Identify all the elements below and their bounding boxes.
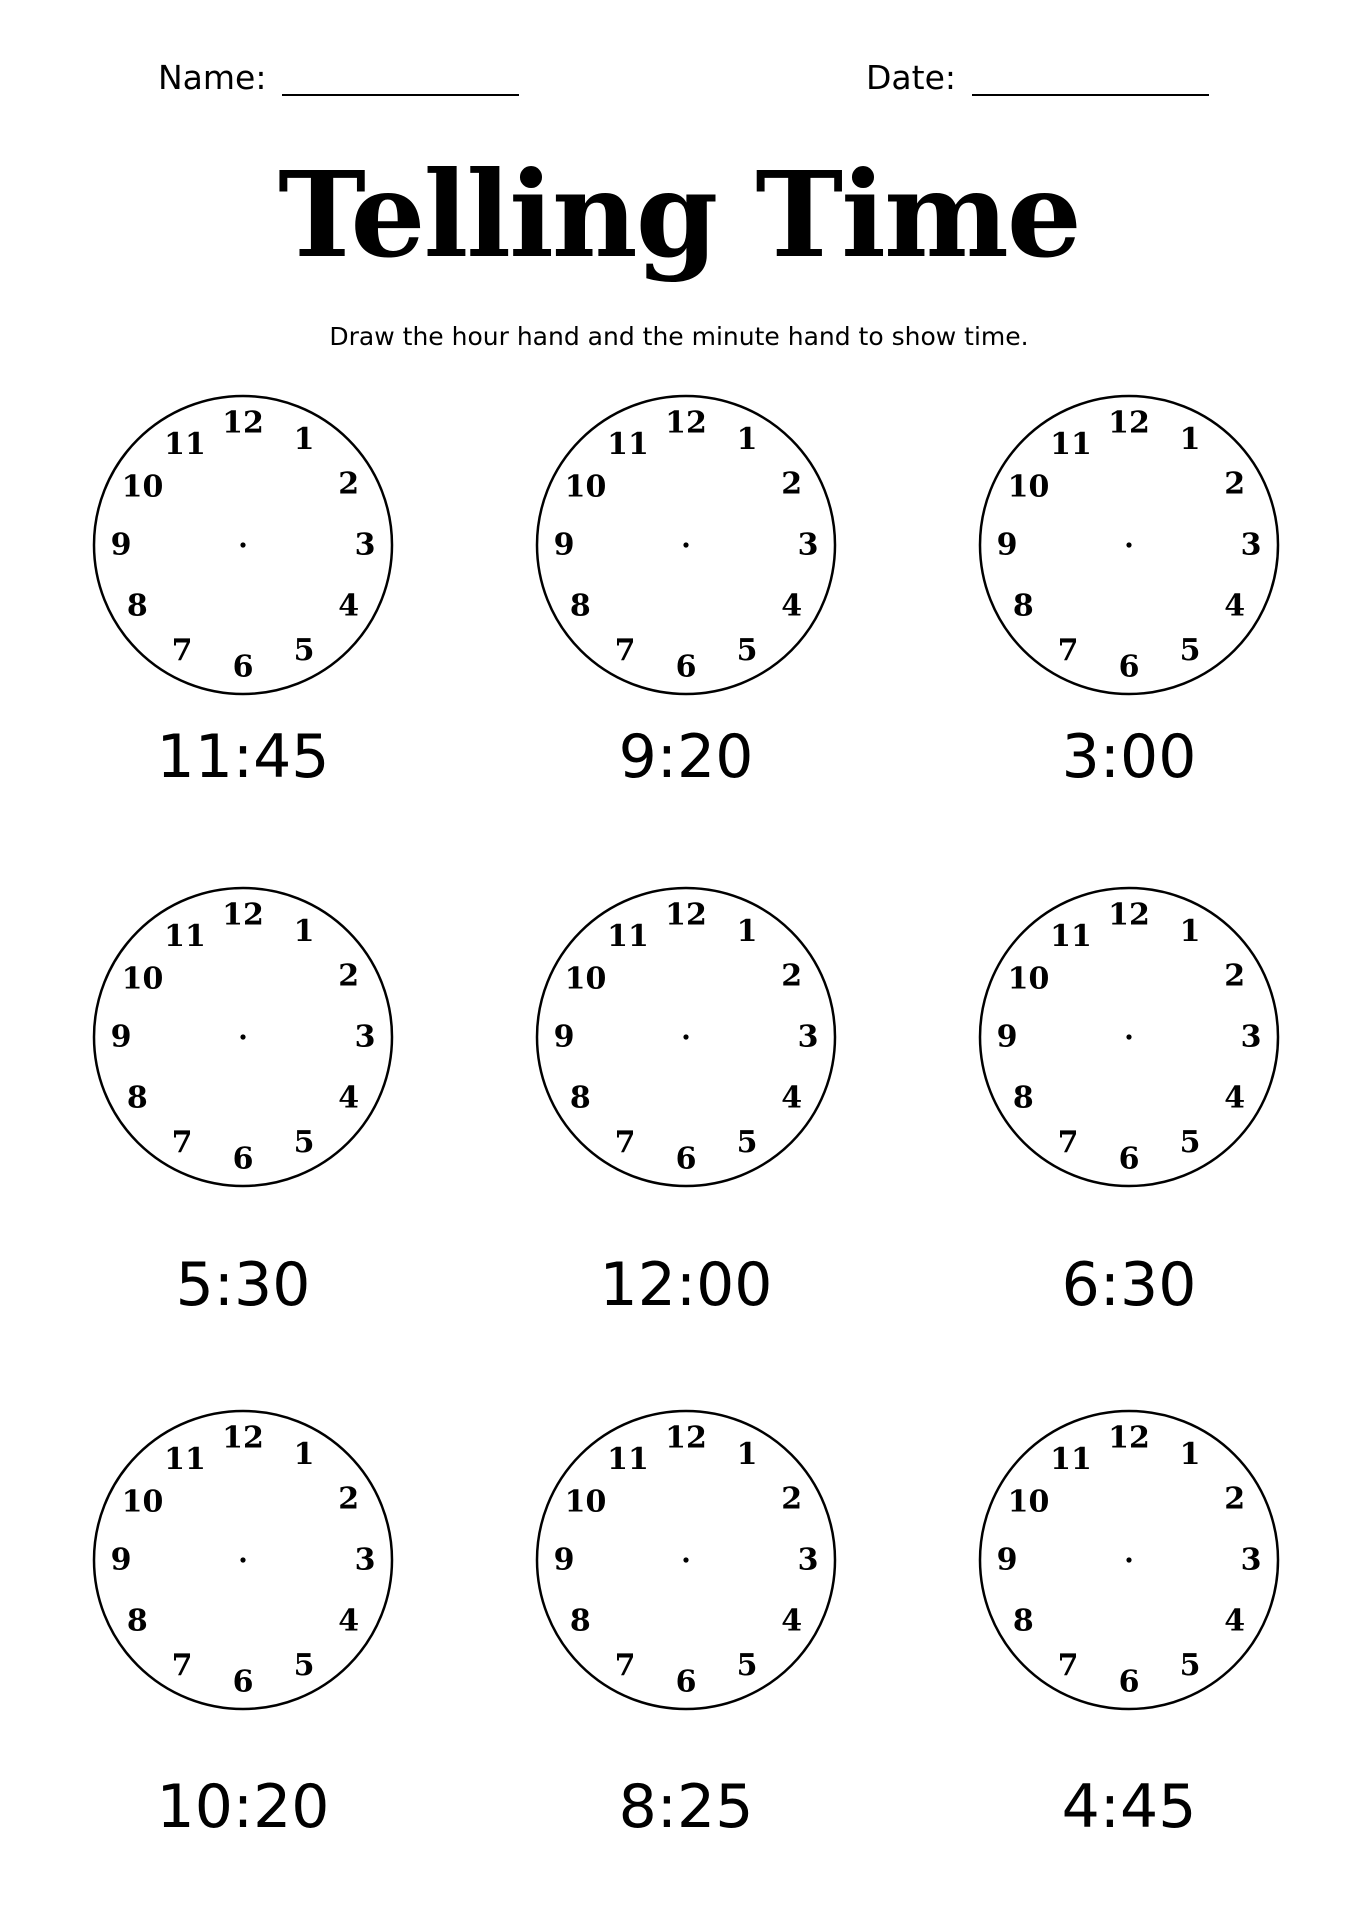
clock-number: 3 <box>1240 1542 1262 1578</box>
target-time-label: 11:45 <box>156 722 330 792</box>
clock-number: 4 <box>338 1603 360 1639</box>
name-field[interactable] <box>158 50 519 100</box>
clock-number: 11 <box>607 919 649 954</box>
target-time-label: 12:00 <box>599 1250 773 1320</box>
clock-number: 9 <box>110 1019 132 1055</box>
clock-number: 5 <box>1179 1648 1201 1684</box>
clock-number: 1 <box>1179 1436 1201 1472</box>
clock-number: 2 <box>781 958 803 994</box>
clock-number: 11 <box>607 1442 649 1477</box>
target-time-label: 4:45 <box>1061 1772 1197 1842</box>
clock-face[interactable] <box>974 1405 1284 1715</box>
clock-number: 7 <box>614 633 636 669</box>
clock-number: 9 <box>553 1019 575 1055</box>
clock-number: 12 <box>665 897 707 933</box>
worksheet-title: Telling Time <box>278 145 1080 284</box>
clock-face[interactable] <box>531 882 841 1192</box>
clock-number: 9 <box>996 527 1018 563</box>
clock-number: 7 <box>171 633 193 669</box>
clock-number: 1 <box>293 913 315 949</box>
clock-number: 2 <box>781 466 803 502</box>
clock-number: 8 <box>569 1080 591 1116</box>
target-time-label: 9:20 <box>618 722 754 792</box>
clock-number: 4 <box>338 588 360 624</box>
clock-number: 8 <box>126 1603 148 1639</box>
clock-number: 2 <box>1224 466 1246 502</box>
clock-number: 3 <box>1240 1019 1262 1055</box>
clock-number: 3 <box>354 1019 376 1055</box>
clock-number: 5 <box>736 1648 758 1684</box>
clock-face[interactable] <box>88 882 398 1192</box>
clock-number: 3 <box>354 1542 376 1578</box>
clock-number: 1 <box>1179 421 1201 457</box>
clock-number: 6 <box>675 1664 697 1700</box>
clock-number: 9 <box>553 1542 575 1578</box>
clock-number: 8 <box>1012 588 1034 624</box>
clock-number: 2 <box>338 958 360 994</box>
clock-number: 12 <box>1108 897 1150 933</box>
clock-number: 4 <box>1224 1603 1246 1639</box>
clock-center-dot <box>683 542 688 547</box>
clock-number: 1 <box>293 1436 315 1472</box>
target-time-label: 3:00 <box>1061 722 1197 792</box>
clock-number: 5 <box>1179 633 1201 669</box>
clock-number: 8 <box>126 1080 148 1116</box>
clock-number: 6 <box>1118 1664 1140 1700</box>
clock-number: 3 <box>1240 527 1262 563</box>
clock-number: 6 <box>675 649 697 685</box>
clock-number: 6 <box>232 649 254 685</box>
clock-number: 12 <box>1108 1420 1150 1456</box>
clock-number: 5 <box>736 633 758 669</box>
clock-number: 10 <box>1007 1484 1050 1520</box>
clock-number: 7 <box>614 1125 636 1161</box>
instruction-text: Draw the hour hand and the minute hand to show time. <box>329 322 1029 351</box>
clock-number: 5 <box>1179 1125 1201 1161</box>
clock-number: 6 <box>1118 1141 1140 1177</box>
clock-number: 7 <box>171 1648 193 1684</box>
clock-number: 1 <box>293 421 315 457</box>
clock-number: 9 <box>996 1019 1018 1055</box>
clock-number: 4 <box>1224 588 1246 624</box>
clock-face[interactable] <box>88 1405 398 1715</box>
clock-number: 8 <box>126 588 148 624</box>
clock-number: 3 <box>354 527 376 563</box>
clock-number: 9 <box>996 1542 1018 1578</box>
clock-number: 11 <box>1050 919 1092 954</box>
name-label: Name: <box>158 58 267 97</box>
clock-number: 12 <box>665 405 707 441</box>
name-blank-line[interactable] <box>282 94 519 96</box>
clock-number: 2 <box>338 466 360 502</box>
clock-number: 10 <box>121 1484 164 1520</box>
clock-number: 2 <box>1224 958 1246 994</box>
clock-number: 6 <box>675 1141 697 1177</box>
clock-center-dot <box>240 1557 245 1562</box>
target-time-label: 5:30 <box>175 1250 311 1320</box>
clock-number: 6 <box>232 1141 254 1177</box>
clock-center-dot <box>240 542 245 547</box>
clock-number: 10 <box>121 961 164 997</box>
clock-number: 6 <box>232 1664 254 1700</box>
target-time-label: 6:30 <box>1061 1250 1197 1320</box>
clock-number: 4 <box>781 1603 803 1639</box>
clock-number: 2 <box>1224 1481 1246 1517</box>
clock-number: 10 <box>1007 469 1050 505</box>
clock-face[interactable] <box>974 882 1284 1192</box>
clock-number: 7 <box>614 1648 636 1684</box>
clock-number: 2 <box>781 1481 803 1517</box>
clock-number: 11 <box>1050 427 1092 462</box>
clock-center-dot <box>1126 1034 1131 1039</box>
clock-number: 2 <box>338 1481 360 1517</box>
clock-number: 10 <box>564 469 607 505</box>
clock-number: 9 <box>110 1542 132 1578</box>
clock-number: 10 <box>1007 961 1050 997</box>
date-blank-line[interactable] <box>972 94 1209 96</box>
clock-number: 12 <box>222 1420 264 1456</box>
clock-number: 7 <box>171 1125 193 1161</box>
clock-number: 11 <box>164 1442 206 1477</box>
clock-number: 7 <box>1057 633 1079 669</box>
clock-face[interactable] <box>974 390 1284 700</box>
clock-number: 8 <box>1012 1080 1034 1116</box>
clock-number: 11 <box>607 427 649 462</box>
clock-number: 8 <box>569 588 591 624</box>
clock-center-dot <box>1126 1557 1131 1562</box>
clock-number: 7 <box>1057 1648 1079 1684</box>
clock-number: 8 <box>569 1603 591 1639</box>
target-time-label: 10:20 <box>156 1772 330 1842</box>
clock-number: 4 <box>1224 1080 1246 1116</box>
clock-number: 4 <box>781 588 803 624</box>
clock-face[interactable] <box>531 1405 841 1715</box>
clock-number: 12 <box>222 897 264 933</box>
clock-number: 7 <box>1057 1125 1079 1161</box>
clock-center-dot <box>240 1034 245 1039</box>
clock-center-dot <box>1126 542 1131 547</box>
clock-number: 5 <box>293 633 315 669</box>
clock-number: 8 <box>1012 1603 1034 1639</box>
date-field[interactable] <box>866 50 1209 100</box>
clock-number: 12 <box>222 405 264 441</box>
clock-number: 9 <box>110 527 132 563</box>
clock-number: 5 <box>293 1125 315 1161</box>
clock-number: 1 <box>736 421 758 457</box>
clock-center-dot <box>683 1034 688 1039</box>
clock-number: 3 <box>797 527 819 563</box>
clock-face[interactable] <box>531 390 841 700</box>
clock-number: 10 <box>121 469 164 505</box>
clock-number: 11 <box>164 427 206 462</box>
clock-center-dot <box>683 1557 688 1562</box>
clock-number: 1 <box>736 1436 758 1472</box>
clock-face[interactable] <box>88 390 398 700</box>
clock-number: 12 <box>1108 405 1150 441</box>
clock-number: 4 <box>781 1080 803 1116</box>
clock-number: 6 <box>1118 649 1140 685</box>
date-label: Date: <box>866 58 956 97</box>
clock-number: 9 <box>553 527 575 563</box>
clock-number: 3 <box>797 1542 819 1578</box>
clock-number: 10 <box>564 1484 607 1520</box>
clock-number: 4 <box>338 1080 360 1116</box>
clock-number: 1 <box>1179 913 1201 949</box>
clock-number: 1 <box>736 913 758 949</box>
clock-number: 5 <box>293 1648 315 1684</box>
clock-number: 5 <box>736 1125 758 1161</box>
clock-number: 11 <box>1050 1442 1092 1477</box>
clock-number: 3 <box>797 1019 819 1055</box>
clock-number: 12 <box>665 1420 707 1456</box>
clock-number: 10 <box>564 961 607 997</box>
clock-number: 11 <box>164 919 206 954</box>
target-time-label: 8:25 <box>618 1772 754 1842</box>
